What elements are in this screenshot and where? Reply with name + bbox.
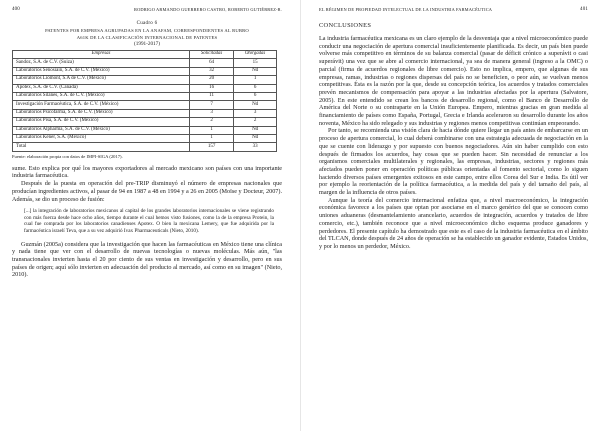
total-granted-cell: 33 bbox=[234, 143, 277, 151]
table-row bbox=[13, 118, 277, 126]
company-cell: Laboratorios Kener, S.A. (México) bbox=[13, 134, 190, 142]
company-cell: Apotex, S.A. de C.V. (Canadá) bbox=[13, 84, 190, 92]
requested-cell: 20 bbox=[190, 76, 234, 84]
left-running-head: RODRIGO ARMANDO GUERRERO CASTRO, ROBERTO GUTIÉRREZ-R. bbox=[134, 7, 282, 12]
granted-cell: 6 bbox=[234, 84, 277, 92]
total-requested-cell: 157 bbox=[190, 143, 234, 151]
table-row bbox=[13, 67, 277, 75]
table-label: Cuadro 6 bbox=[136, 21, 158, 26]
table-row bbox=[13, 126, 277, 134]
left-running-header bbox=[12, 6, 282, 20]
company-cell: Laboratorios Senosiain, S.A. de C.V. (México) bbox=[13, 67, 190, 75]
granted-cell: 6 bbox=[234, 92, 277, 100]
requested-cell: 3 bbox=[190, 109, 234, 117]
company-cell: Investigación Farmacéutica, S.A. de C.V. (México) bbox=[13, 101, 190, 109]
header-empresas: Empresas bbox=[13, 51, 190, 59]
company-cell: Sandoz, S.A. de C.V. (Suiza) bbox=[13, 59, 190, 67]
table-row bbox=[13, 92, 277, 100]
requested-cell: 11 bbox=[190, 92, 234, 100]
company-cell: Laboratorios Silanes, S.A. de C.V. (México) bbox=[13, 92, 190, 100]
requested-cell: 1 bbox=[190, 134, 234, 142]
table-title-line-1: PATENTES POR EMPRESA AGRUPADAS EN LA ANAFAM, CORRESPONDIENTES AL RUBRO bbox=[45, 28, 249, 33]
right-page-number: 401 bbox=[580, 7, 588, 12]
patents-table bbox=[12, 50, 277, 152]
right-running-header bbox=[319, 6, 588, 20]
left-page-number: 400 bbox=[12, 7, 20, 12]
right-running-head: EL RÉGIMEN DE PROPIEDAD INTELECTUAL DE LA INDUSTRIA FARMACÉUTICA bbox=[319, 7, 493, 12]
left-paragraph-2: Después de la puesta en operación del pre-TRIP disminuyó el número de empresas nacionales que producían ingredientes activos, al pasar de 94 en 1987 a 48 en 1994 y a 26 en 2005 (Moïse y Docteur, 2007). Además, se dio un proceso de fusión: bbox=[12, 180, 282, 203]
company-cell: Laboratorios Liomont, S.A de C.V. (México) bbox=[13, 76, 190, 84]
granted-cell: 3 bbox=[234, 109, 277, 117]
total-label-cell: Total bbox=[13, 143, 190, 151]
company-cell: Laboratorios Pisa, S.A. de C.V. (México) bbox=[13, 118, 190, 126]
table-row bbox=[13, 134, 277, 142]
right-paragraph-2: Por tanto, se recomienda una visión clara de hacia dónde quiere llegar un país antes de embarcarse en un proceso de apertura comercial, lo cual deberá combinarse con una estrategia adecuada de negociación en la que se cuente con liderazgo y por supuesto con buenos negociadores. Aún sin haber cumplido con esto después de firmados los acuerdos, hay cosas que se pueden hacer. Sin necesidad de renunciar a los organismos comerciales multilaterales y regionales, las empresas, industrias, sectores y regiones más afectados pueden poner en operación políticas públicas orientadas al fomento sectorial, como lo siguen haciendo diversos países emergentes exitosos en este campo, entre ellos Corea del Sur e India. Es útil ver por ejemplo la reorientación de la política farmacéutica, a la medida del país y del tamaño del país, al margen de la influencia de otros países. bbox=[319, 127, 588, 197]
table-row bbox=[13, 59, 277, 67]
granted-cell: 15 bbox=[234, 59, 277, 67]
section-title: CONCLUSIONES bbox=[319, 22, 372, 29]
table-row bbox=[13, 84, 277, 92]
table-header-row bbox=[13, 51, 277, 59]
table-row bbox=[13, 101, 277, 109]
right-paragraph-3: Aunque la teoría del comercio internacional enfatiza que, a nivel macroeconómico, la integración económica favorece a los países que optan por asociarse en el marco genérico del que se conocen como uniones aduaneras (desmantelamiento arancelario, acuerdos de integración, acuerdos y tratados de libre comercio, etc.), también reconoce que a nivel microeconómico dicho esquema produce ganadores y perdedores. El presente capítulo ha demostrado que este es el caso de la industria farmacéutica en el ámbito del TLCAN, donde después de 24 años de operación se ha establecido un ganador evidente, Estados Unidos, y por lo menos un perdedor, México. bbox=[319, 196, 588, 250]
granted-cell: Nd bbox=[234, 101, 277, 109]
granted-cell: 1 bbox=[234, 76, 277, 84]
granted-cell: Nd bbox=[234, 134, 277, 142]
table-total-row bbox=[13, 143, 277, 151]
block-quote: [...] la integración de laboratorios mexicanos al capital de los grandes laboratorios internacionales se viene registrando con más fuerza desde hace ocho años, tiempo durante el cual hemos visto fusiones, como la de la empresa Protein, la cual fue comprada por los laboratorios canadienses Apotex. O bien la mexicana Lemery, que fue adquirida por la farmacéutica israelí Teva, que a su vez adquirió Ivax Pharmaceuticals (Nieto, 2010). bbox=[24, 208, 274, 234]
header-otorgadas: Otorgadas bbox=[234, 51, 277, 59]
granted-cell: Nd bbox=[234, 126, 277, 134]
table-caption bbox=[12, 20, 282, 48]
header-solicitadas: Solicitadas bbox=[190, 51, 234, 59]
requested-cell: 16 bbox=[190, 84, 234, 92]
left-paragraph-3: Guzmán (2005a) considera que la investigación que hacen las farmacéuticas en México tiene una clínica y nada tiene que ver con el desarrollo de nuevas tecnologías o nuevas moléculas. Más aún, "las transnacionales invierten hasta el 20 por ciento de sus ventas en investigación y desarrollo, pero en sus países de origen; aquí sólo invierten en adecuación del producto al mercado, así como en su imagen" (Nieto, 2010). bbox=[12, 240, 282, 279]
table-source-note: Fuente: elaboración propia con datos de IMPI-SIGA (2017). bbox=[12, 153, 123, 159]
requested-cell: 7 bbox=[190, 101, 234, 109]
requested-cell: 1 bbox=[190, 126, 234, 134]
company-cell: Laboratorios Psicofarma, S.A. de C.V. (México) bbox=[13, 109, 190, 117]
table-title-line-2: A61K DE LA CLASIFICACIÓN INTERNACIONAL DE PATENTES bbox=[76, 35, 218, 40]
granted-cell: Nd bbox=[234, 67, 277, 75]
requested-cell: 64 bbox=[190, 59, 234, 67]
table-row bbox=[13, 76, 277, 84]
left-paragraph-1: sume. Esto explica por qué los mayores exportadores al mercado mexicano son países con una importante industria farmacéutica. bbox=[12, 164, 282, 180]
table-years: (1991-2017) bbox=[134, 41, 160, 47]
requested-cell: 32 bbox=[190, 67, 234, 75]
table-row bbox=[13, 109, 277, 117]
right-paragraph-1: La industria farmacéutica mexicana es un claro ejemplo de la desventaja que a nivel microeconómico puede conducir una negociación de apertura comercial insuficientemente planificada. Es decir, un país bien puede volverse más competitivo en términos de su balanza comercial (pasar de déficit crónico a superávit o casi superávit) una vez que se abre al comercio internacional, ya sea de manera general (ingreso a la OMC) o parcial (firma de acuerdos regionales de libre comercio). Esto no implica, empero, que algunas de sus empresas, ramas, industrias o regiones dispersas del país no se beneficien, o peor aún, se vuelvan menos competitivas. Ésta es la razón por la que, desde su concepción teórica, los acuerdos y tratados comerciales prevén mecanismos de compensación para apoyar a las industrias afectadas por la apertura (Salvatore, 2005). En este entendido se crean los bancos de desarrollo regional, como el Banco de Desarrollo de América del Norte o su contraparte en la Unión Europea. Empero, mientras gracias en gran medida al financiamiento de países como España, Portugal, Grecia e Irlanda aceleraron su desarrollo durante los años noventa, México ha sido relegado y sus industrias y regiones menos competitivas continúan empeorando. bbox=[319, 35, 588, 127]
requested-cell: 2 bbox=[190, 118, 234, 126]
right-page bbox=[300, 0, 600, 431]
granted-cell: 2 bbox=[234, 118, 277, 126]
company-cell: Laboratorios Alpharma, S.A. de C.V. (México) bbox=[13, 126, 190, 134]
